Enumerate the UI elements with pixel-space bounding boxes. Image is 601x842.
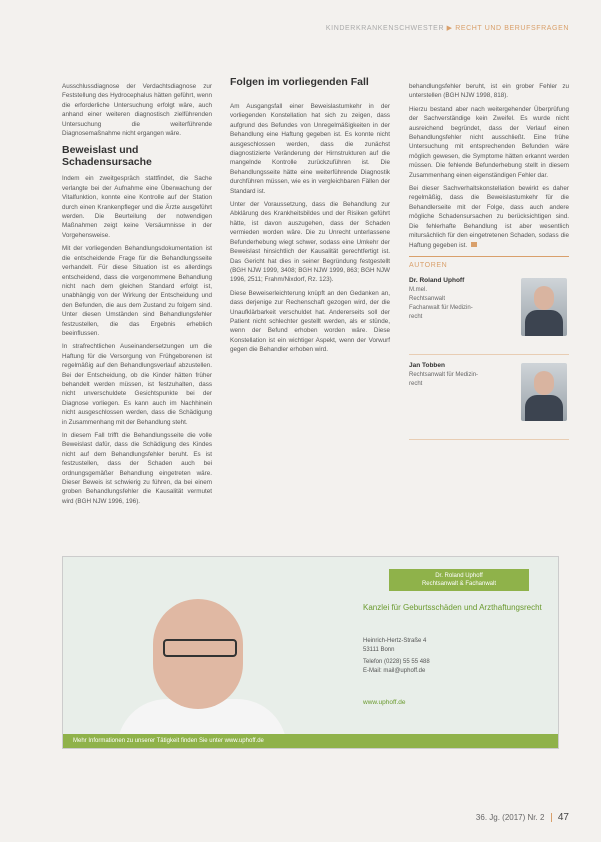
paragraph: Ausschlussdiagnose der Verdachtsdiagnose zur Feststellung des Hydrocephalus hätten geführt, wenn die erforderliche Untersuchung erfolgt wäre, auch anhand einer weiteren diagnostisch zielführenden Untersuchung die weiterführende Diagnosemaßnahme nicht ergangen wäre. [62, 83, 212, 138]
author-name: Dr. Roland Uphoff [409, 277, 465, 285]
column-1 [62, 82, 212, 510]
paragraph: Indem ein zweitgespräch stattfindet, die Sache verlangte bei der Aufnahme eine Überwachung der Vitalfunktion, konnte eine Kontrolle auf der Station durch einen Krankenpfleger und die Ärzte ausgeführt werden. Die Beurteilung der notwendigen Maßnahmen zeigt keine Versäumnisse in der Vorgehensweise. [62, 175, 212, 239]
section-heading: Folgen im vorliegenden Fall [230, 76, 369, 88]
column-3 [409, 82, 569, 440]
paragraph: Hierzu bestand aber nach weitergehender Überprüfung der Sachverständige kein Zweifel. Es wurde nicht ausreichend begründet, dass der Verlauf einen Behandlungsfehler nicht ausschließt. Eine frühe Untersuchung mit entsprechenden Befunden wäre möglich gewesen, die Symptome hätten erkannt werden müssen. Die fehlende Befunderhebung stellt in diesem Zusammenhang einen eigenständigen Fehler dar. [409, 105, 569, 179]
advertisement [62, 556, 559, 749]
running-head: KINDERKRANKENSCHWESTER ▶ RECHT UND BERUFSFRAGEN [325, 25, 569, 32]
paragraph: Mit der vorliegenden Behandlungsdokumentation ist die entscheidende Frage für die Behandlungsseite verhandelt. Für diese Situation ist es allerdings entscheidend, dass die vorgenommene Behandlung nicht nach dem gleichen Standard erfolgt ist, unabhängig von der Wirkung der Entscheidung und den Befunden, die aus dem Zustand zu folgern sind. Unter diesen Umständen sind Behandlungsfehler festzustellen, die das Ergebnis erheblich beeinflussen. [62, 245, 212, 337]
page-folio [476, 812, 569, 823]
section-label: KINDERKRANKENSCHWESTER [325, 25, 445, 32]
author-photo [521, 363, 567, 421]
section-topic: RECHT UND BERUFSFRAGEN [455, 25, 569, 32]
ad-banner: Dr. Roland Uphoff Rechtsanwalt & Fachanwalt [389, 569, 529, 591]
ad-portrait [117, 589, 287, 739]
paragraph: Diese Beweiserleichterung knüpft an den Gedanken an, dass derjenige zur Rechenschaft gezogen wird, der die Unaufklärbarkeit verschuldet hat. Andererseits soll der Patient nicht schlechter gestellt werden, als er stünde, wenn der Befund erhoben worden wäre. Diese Konstellation ist ein wichtiger Aspekt, wenn der Vorwurf gegen die Behandler erhoben wird. [230, 289, 390, 354]
issue-label: 36. Jg. (2017) Nr. 2 [475, 813, 545, 822]
paragraph: In diesem Fall trifft die Behandlungsseite die volle Beweislast dafür, dass die Schädigung des Kindes nicht auf dem Behandlungsfehler beruht. Es ist festzustellen, dass der Schaden auch bei ordnungsgemäßer Behandlung eingetreten wäre. Dieser Beweis ist schwierig zu führen, da bei einem groben Behandlungsfehler die Kausalität vermutet wird (BGH NJW 1996, 196). [62, 432, 212, 505]
column-2 [230, 76, 390, 359]
authors-heading: AUTOREN [409, 256, 569, 270]
author-photo [521, 278, 567, 336]
ad-tagline: Kanzlei für Geburtsschäden und Arzthaftungsrecht [363, 603, 542, 612]
page-number: 47 [557, 812, 569, 823]
section-heading: Beweislast und Schadensursache [62, 144, 152, 169]
author-card: Jan Tobben Rechtsanwalt für Medizin- recht [409, 361, 569, 440]
paragraph: In strafrechtlichen Auseinandersetzungen um die Haftung für die Versorgung von Frühgeborenen ist regelmäßig auf den Behandlungsverlauf abzustellen. Bei der Entscheidung, ob die Kinder hätten früher behandelt werden müssen, ist festzuhalten, dass nicht unverschuldete Gesichtspunkte bei der Diagnose vorliegen. Es kann auch im Nachhinein nicht ausgeschlossen werden, dass die Schädigung in Zusammenhang mit der Behandlung steht. [62, 343, 212, 426]
paragraph: Am Ausgangsfall einer Beweislastumkehr in der vorliegenden Konstellation hat sich zu zeigen, dass aufgrund des Befundes von Unregelmäßigkeiten in der Behandlung eine Haftung gegeben ist. Es konnte nicht ausgeschlossen werden, dass die zunächst diagnostizierte Veränderung der Hirnstrukturen auf die mangelnde Kontrolle zurückzuführen ist. Die Behandlungsseite hätte eine weiterführende Diagnostik durchführen müssen, wie es in vergleichbaren Fällen der Standard ist. [230, 103, 390, 195]
ad-address: Heinrich-Hertz-Straße 4 53111 Bonn Telefon (0228) 55 55 488 E-Mail: mail@uphoff.de [363, 638, 430, 674]
paragraph: Unter der Voraussetzung, dass die Behandlung zur Abklärung des Krankheitsbildes und der Risiken geführt hätte, ist davon auszugehen, dass der Schaden vermieden worden wäre. Die zu Unrecht unterlassene Befunderhebung wiegt schwer, sodass eine Umkehr der Beweislast hinsichtlich der Kausalität gerechtfertigt ist. Das Gericht hat dies in seiner Begründung festgestellt (BGH NJW 1999, 3408; BGH NJW 1999, 863; BGH NJW 1996, 2511; Frahm/Nixdorf, Rz. 123). [230, 201, 390, 284]
end-mark-icon [471, 242, 477, 247]
author-name: Jan Tobben [409, 362, 445, 370]
ad-footer: Mehr Informationen zu unserer Tätigkeit finden Sie unter www.uphoff.de [63, 734, 558, 748]
divider [551, 813, 552, 822]
ad-url[interactable]: www.uphoff.de [363, 699, 406, 706]
paragraph: Bei dieser Sachverhaltskonstellation bewirkt es daher regelmäßig, dass die Beweislastumkehr für die Behandlerseite mit der Folge, dass auch andere mögliche Schadensursachen zu berücksichtigen sind. Die fehlerhafte Behandlung ist aber wesentlich mitursächlich für den eingetretenen Schaden, sodass die Haftung gegeben ist. [409, 185, 569, 249]
author-card: Dr. Roland Uphoff M.mel. Rechtsanwalt Fachanwalt für Medizin- recht [409, 276, 569, 355]
paragraph: behandlungsfehler beruht, ist ein grober Fehler zu unterstellen (BGH NJW 1998, 818). [409, 83, 569, 100]
